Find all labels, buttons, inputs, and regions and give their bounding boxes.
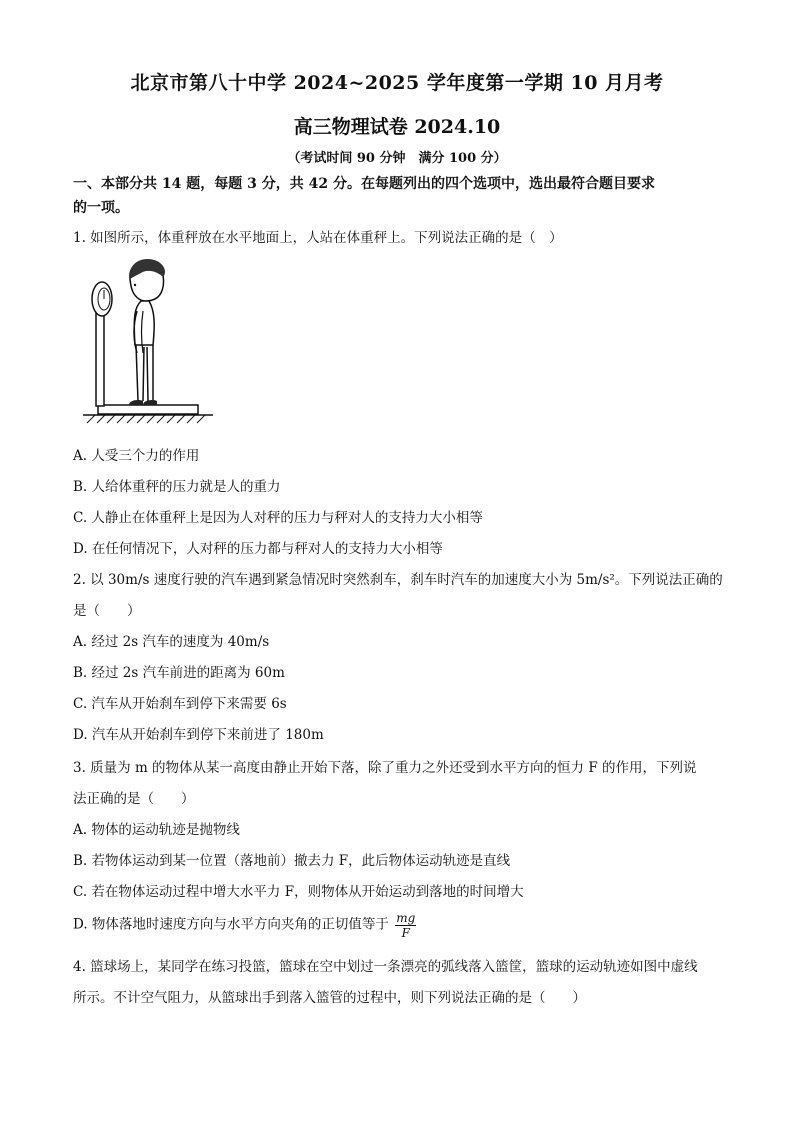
q3-stem-cont: 法正确的是（ ） [73, 791, 195, 807]
person-shoe-left [129, 400, 143, 405]
q2-stem-cont: 是（ ） [73, 603, 141, 619]
fraction-denominator: F [401, 926, 410, 940]
q2-option-c: C. 汽车从开始刹车到停下来需要 6s [73, 696, 287, 712]
q3-option-b: B. 若物体运动到某一位置（落地前）撤去力 F，此后物体运动轨迹是直线 [73, 853, 511, 869]
person-torso [134, 301, 154, 345]
q4-stem: 4. 篮球场上，某同学在练习投篮，篮球在空中划过一条漂亮的弧线落入篮筐，篮球的运动轨迹如图中虚线 [73, 959, 698, 975]
scale-person-figure [83, 255, 213, 425]
q3-stem: 3. 质量为 m 的物体从某一高度由静止开始下落，除了重力之外还受到水平方向的恒力 F 的作用，下列说 [73, 760, 697, 776]
scale-column [96, 313, 104, 406]
fraction-numerator: mg [396, 911, 416, 925]
person-legs [136, 345, 153, 401]
q3-option-c: C. 若在物体运动过程中增大水平力 F，则物体从开始运动到落地的时间增大 [73, 884, 524, 900]
scale-platform [98, 405, 198, 414]
mg-over-f-fraction [395, 910, 416, 940]
section-heading-cont: 的一项。 [73, 200, 129, 216]
ground-hatch [87, 415, 205, 423]
q4-stem-cont: 所示。不计空气阻力，从篮球出手到落入篮管的过程中，则下列说法正确的是（ ） [73, 990, 586, 1006]
q2-stem: 2. 以 30m/s 速度行驶的汽车遇到紧急情况时突然刹车，刹车时汽车的加速度大小为 5m/s²。下列说法正确的 [73, 572, 723, 588]
q1-option-c: C. 人静止在体重秤上是因为人对秤的压力与秤对人的支持力大小相等 [73, 510, 483, 526]
exam-info: （考试时间 90 分钟 满分 100 分） [287, 151, 507, 166]
q2-option-b: B. 经过 2s 汽车前进的距离为 60m [73, 665, 285, 681]
q3-option-d-text: D. 物体落地时速度方向与水平方向夹角的正切值等于 [73, 916, 389, 933]
q1-stem: 1. 如图所示，体重秤放在水平地面上，人站在体重秤上。下列说法正确的是（ ） [73, 230, 563, 246]
q3-option-d [73, 910, 416, 940]
exam-subtitle: 高三物理试卷 2024.10 [293, 116, 501, 138]
section-heading: 一、本部分共 14 题，每题 3 分，共 42 分。在每题列出的四个选项中，选出最符合题目要求 [73, 176, 655, 192]
q1-option-b: B. 人给体重秤的压力就是人的重力 [73, 479, 281, 495]
person-shoe-right [143, 400, 157, 405]
exam-title: 北京市第八十中学 2024~2025 学年度第一学期 10 月月考 [130, 72, 664, 94]
q2-option-a: A. 经过 2s 汽车的速度为 40m/s [73, 634, 270, 650]
q1-option-a: A. 人受三个力的作用 [73, 448, 200, 464]
q1-option-d: D. 在任何情况下，人对秤的压力都与秤对人的支持力大小相等 [73, 541, 443, 557]
q2-option-d: D. 汽车从开始刹车到停下来前进了 180m [73, 727, 324, 743]
q3-option-a: A. 物体的运动轨迹是抛物线 [73, 822, 240, 838]
